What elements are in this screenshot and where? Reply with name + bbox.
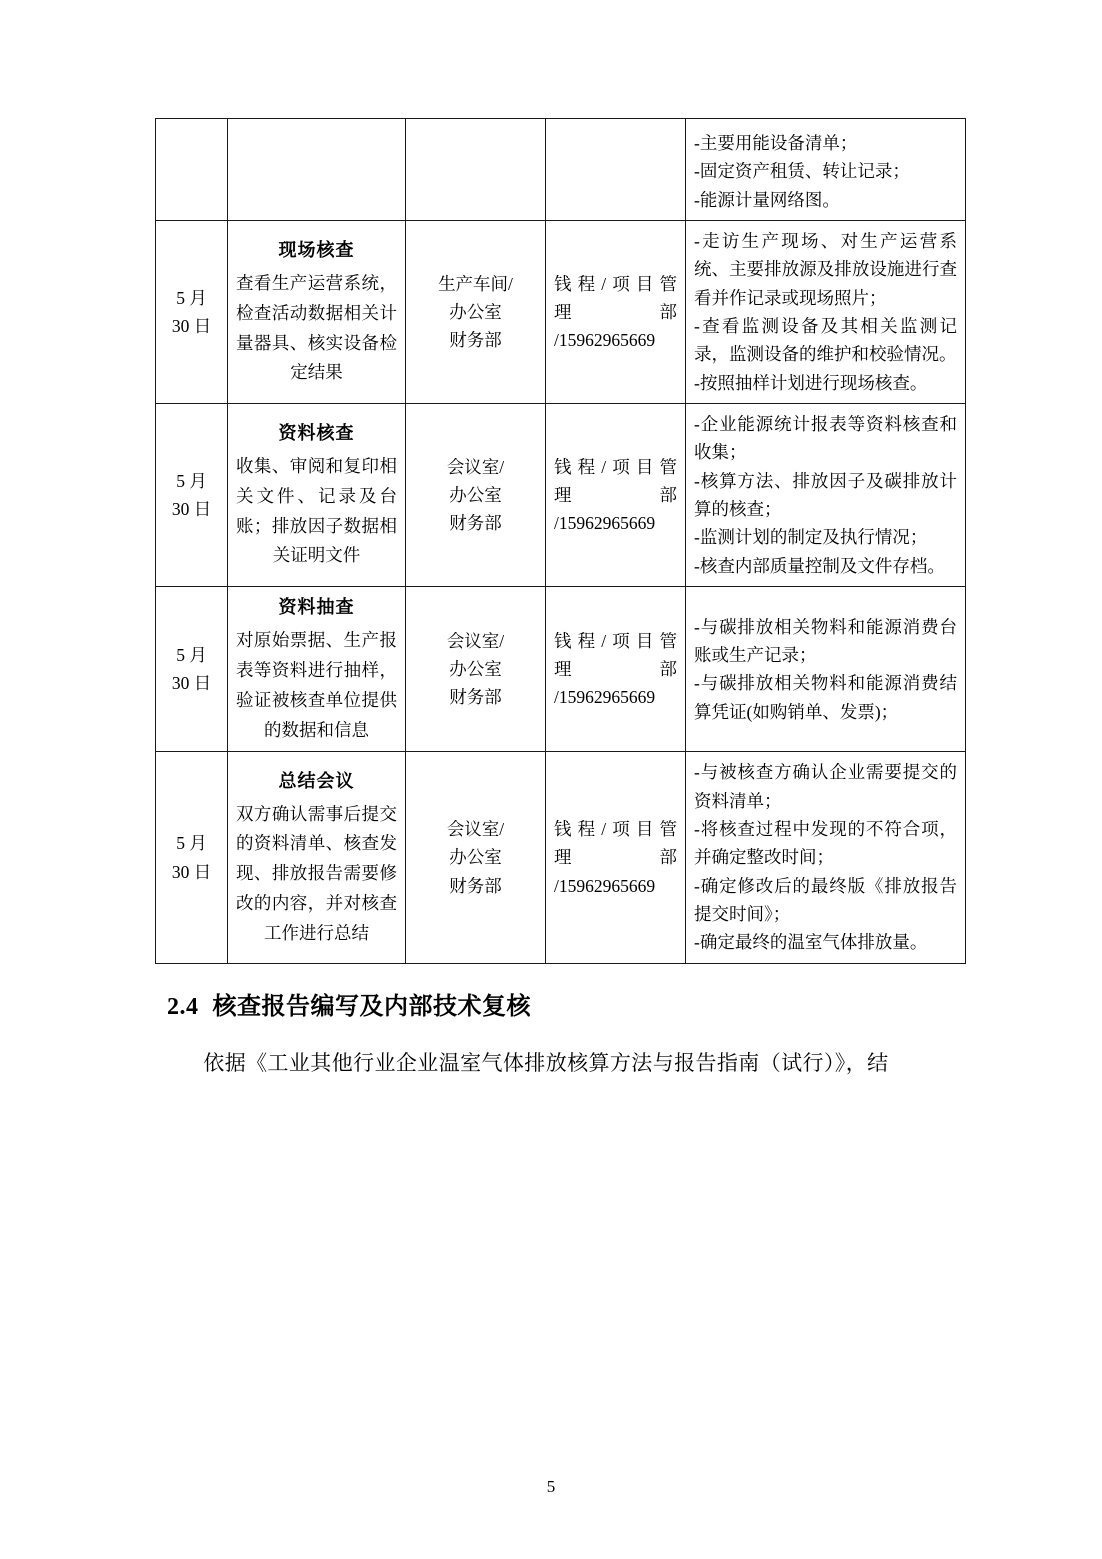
person-line: 理 部 (554, 301, 677, 322)
cell-date (156, 119, 228, 221)
cell-place (406, 404, 546, 587)
task-title: 资料抽查 (278, 597, 355, 618)
cell-detail (686, 221, 966, 404)
cell-place (406, 587, 546, 752)
date-month: 5 月 (176, 287, 207, 308)
task-title: 总结会议 (278, 770, 355, 791)
cell-detail (686, 752, 966, 963)
person-line: 理 部 (554, 847, 677, 868)
detail-line: -查看监测设备及其相关监测记录，监测设备的维护和校验情况。 (694, 316, 957, 365)
person-line: /15962965669 (554, 875, 656, 896)
section-heading (167, 986, 972, 1021)
person-line: 钱程/项目管 (554, 273, 677, 294)
task-title: 现场核查 (278, 239, 355, 260)
date-day: 30 日 (171, 316, 212, 337)
cell-detail (686, 404, 966, 587)
detail-line: -与被核查方确认企业需要提交的资料清单； (694, 762, 957, 811)
place-line: 办公室 (449, 484, 502, 505)
person-line: /15962965669 (554, 513, 656, 534)
table-row (156, 221, 966, 404)
task-title: 资料核查 (278, 423, 355, 444)
person-line: 钱程/项目管 (554, 630, 677, 651)
person-line: /15962965669 (554, 687, 656, 708)
detail-line: -走访生产现场、对生产运营系统、主要排放源及排放设施进行查看并作记录或现场照片； (694, 231, 957, 308)
cell-task (228, 119, 406, 221)
date-month: 5 月 (176, 470, 207, 491)
cell-detail (686, 587, 966, 752)
cell-person (546, 119, 686, 221)
table-row (156, 404, 966, 587)
detail-line: -核查内部质量控制及文件存档。 (694, 555, 945, 576)
cell-place (406, 221, 546, 404)
audit-schedule-table (155, 118, 966, 964)
body-paragraph: 依据《工业其他行业企业温室气体排放核算方法与报告指南（试行）》，结 (203, 1050, 889, 1075)
cell-place (406, 119, 546, 221)
place-line: 生产车间/ (438, 273, 513, 294)
cell-task (228, 221, 406, 404)
detail-line: -核算方法、排放因子及碳排放计算的核查； (694, 470, 957, 520)
table-row (156, 752, 966, 963)
task-body: 双方确认需事后提交的资料清单、核查发现、排放报告需要修改的内容，并对核查工作进行总结 (236, 803, 397, 943)
task-body: 查看生产运营系统，检查活动数据相关计量器具、核实设备检定结果 (236, 273, 397, 383)
cell-person (546, 752, 686, 963)
place-line: 财务部 (449, 875, 502, 896)
date-day: 30 日 (171, 499, 212, 520)
place-line: 会议室/ (446, 630, 505, 651)
cell-detail (686, 119, 966, 221)
place-line: 办公室 (449, 301, 502, 322)
page-number: 5 (546, 1477, 556, 1496)
detail-line: -主要用能设备清单； (694, 133, 858, 153)
place-line: 办公室 (449, 847, 502, 868)
person-line: 理 部 (554, 659, 677, 680)
cell-person (546, 587, 686, 752)
date-day: 30 日 (171, 861, 212, 882)
date-month: 5 月 (176, 833, 207, 854)
detail-line: -与碳排放相关物料和能源消费台账或生产记录； (694, 616, 957, 665)
person-line: 钱程/项目管 (554, 819, 677, 839)
place-line: 会议室/ (446, 456, 505, 477)
detail-line: -与碳排放相关物料和能源消费结算凭证(如购销单、发票)； (694, 673, 957, 722)
cell-person (546, 404, 686, 587)
section-title: 核查报告编写及内部技术复核 (212, 993, 531, 1020)
place-line: 会议室/ (446, 819, 505, 839)
cell-date (156, 221, 228, 404)
cell-place (406, 752, 546, 963)
section-number: 2.4 (167, 993, 199, 1020)
cell-person (546, 221, 686, 404)
date-month: 5 月 (176, 644, 207, 665)
cell-task (228, 752, 406, 963)
place-line: 财务部 (449, 687, 502, 708)
cell-date (156, 404, 228, 587)
detail-line: -确定最终的温室气体排放量。 (694, 932, 928, 953)
detail-line: -固定资产租赁、转让记录； (694, 161, 910, 182)
detail-line: -确定修改后的最终版《排放报告提交时间》； (694, 875, 957, 925)
table-row (156, 587, 966, 752)
person-line: 理 部 (554, 484, 677, 505)
task-body: 收集、审阅和复印相关文件、记录及台账；排放因子数据相关证明文件 (236, 456, 397, 566)
detail-line: -能源计量网络图。 (694, 189, 840, 210)
place-line: 财务部 (449, 330, 502, 351)
cell-task (228, 587, 406, 752)
detail-line: -将核查过程中发现的不符合项，并确定整改时间； (694, 819, 957, 868)
detail-line: -监测计划的制定及执行情况； (694, 527, 928, 548)
cell-date (156, 752, 228, 963)
place-line: 财务部 (449, 513, 502, 534)
task-body: 对原始票据、生产报表等资料进行抽样，验证被核查单位提供的数据和信息 (236, 630, 397, 740)
detail-line: -企业能源统计报表等资料核查和收集； (694, 414, 957, 463)
detail-line: -按照抽样计划进行现场核查。 (694, 372, 928, 393)
cell-date (156, 587, 228, 752)
date-day: 30 日 (171, 673, 212, 694)
place-line: 办公室 (449, 659, 502, 680)
person-line: 钱程/项目管 (554, 456, 677, 477)
table-row (156, 119, 966, 221)
person-line: /15962965669 (554, 330, 656, 351)
cell-task (228, 404, 406, 587)
